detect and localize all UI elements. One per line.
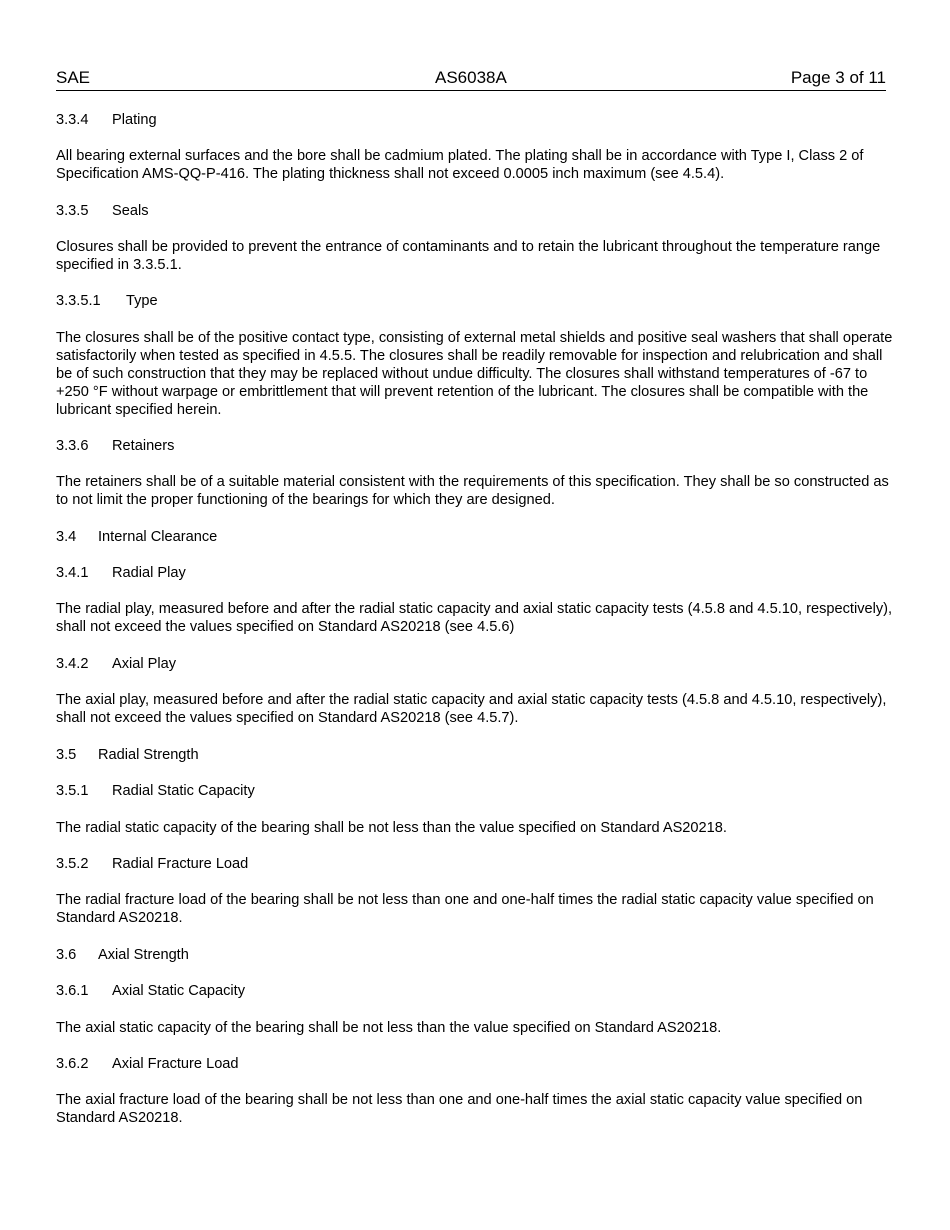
section-heading-3-4-2 [56, 655, 894, 673]
paragraph-type: The closures shall be of the positive contact type, consisting of external metal shields and positive seal washers that shall operate satisfactorily when tested as specified in 4.5.5. The closures shall be readily removable for inspection and relubrication and shall be of such construction that they may be replaced without undue difficulty. The closures shall withstand temperatures of -67 to +250 °F without warpage or embrittlement that will prevent retention of the lubricant. The closures shall be compatible with the lubricant specified herein. [56, 330, 893, 418]
section-title: Plating [112, 112, 157, 128]
paragraph-radial-play: The radial play, measured before and after the radial static capacity and axial static capacity tests (4.5.8 and 4.5.10, respectively), shall not exceed the values specified on Standard AS20218 (see 4.5.6) [56, 601, 893, 635]
paragraph-axial-static-capacity: The axial static capacity of the bearing shall be not less than the value specified on Standard AS20218. [56, 1020, 722, 1036]
section-title: Axial Strength [98, 947, 189, 963]
section-heading-3-4 [56, 528, 894, 546]
page-header [56, 68, 886, 91]
section-number: 3.4.2 [56, 656, 89, 672]
section-title: Radial Play [112, 565, 186, 581]
section-heading-3-4-1 [56, 564, 894, 582]
section-number: 3.5 [56, 747, 77, 763]
section-number: 3.4.1 [56, 565, 89, 581]
paragraph-axial-fracture-load: The axial fracture load of the bearing shall be not less than one and one-half times the axial static capacity value specified on Standard AS20218. [56, 1092, 863, 1126]
section-number: 3.6 [56, 947, 77, 963]
section-title: Radial Fracture Load [112, 856, 249, 872]
section-heading-3-3-4 [56, 111, 894, 129]
section-title: Seals [112, 203, 149, 219]
paragraph-axial-play: The axial play, measured before and after the radial static capacity and axial static capacity tests (4.5.8 and 4.5.10, respectively), shall not exceed the values specified on Standard AS20218 (see 4.5.7). [56, 692, 887, 726]
section-title: Internal Clearance [98, 529, 218, 545]
paragraph-plating: All bearing external surfaces and the bore shall be cadmium plated. The plating shall be in accordance with Type I, Class 2 of Specification AMS-QQ-P-416. The plating thickness shall not exceed 0.0005 inch maximum (see 4.5.4). [56, 148, 864, 182]
section-heading-3-5-1 [56, 782, 894, 800]
section-title: Retainers [112, 438, 175, 454]
section-number: 3.6.2 [56, 1056, 89, 1072]
section-heading-3-6-2 [56, 1055, 894, 1073]
header-page-number: Page 3 of 11 [790, 68, 886, 87]
section-number: 3.5.2 [56, 856, 89, 872]
section-number: 3.3.5 [56, 203, 89, 219]
section-heading-3-3-6 [56, 437, 894, 455]
section-title: Axial Static Capacity [112, 983, 246, 999]
paragraph-radial-static-capacity: The radial static capacity of the bearing shall be not less than the value specified on Standard AS20218. [56, 820, 727, 836]
header-organization: SAE [56, 68, 91, 87]
paragraph-retainers: The retainers shall be of a suitable material consistent with the requirements of this specification. They shall be so constructed as to not limit the proper functioning of the bearings for which they are designed. [56, 474, 889, 508]
section-heading-3-6-1 [56, 982, 894, 1000]
section-title: Axial Fracture Load [112, 1056, 239, 1072]
section-heading-3-3-5 [56, 202, 894, 220]
section-number: 3.3.6 [56, 438, 89, 454]
section-number: 3.4 [56, 529, 77, 545]
paragraph-radial-fracture-load: The radial fracture load of the bearing shall be not less than one and one-half times the radial static capacity value specified on Standard AS20218. [56, 892, 874, 926]
section-title: Radial Static Capacity [112, 783, 255, 799]
section-title: Type [126, 293, 158, 309]
paragraph-seals: Closures shall be provided to prevent the entrance of contaminants and to retain the lubricant throughout the temperature range specified in 3.3.5.1. [56, 239, 881, 273]
section-heading-3-5-2 [56, 855, 894, 873]
header-document-number: AS6038A [435, 68, 507, 87]
section-heading-3-5 [56, 746, 894, 764]
section-number: 3.6.1 [56, 983, 89, 999]
section-title: Axial Play [112, 656, 177, 672]
section-number: 3.5.1 [56, 783, 89, 799]
section-heading-3-3-5-1 [56, 292, 894, 310]
section-title: Radial Strength [98, 747, 199, 763]
section-number: 3.3.4 [56, 112, 89, 128]
section-number: 3.3.5.1 [56, 293, 101, 309]
section-heading-3-6 [56, 946, 894, 964]
